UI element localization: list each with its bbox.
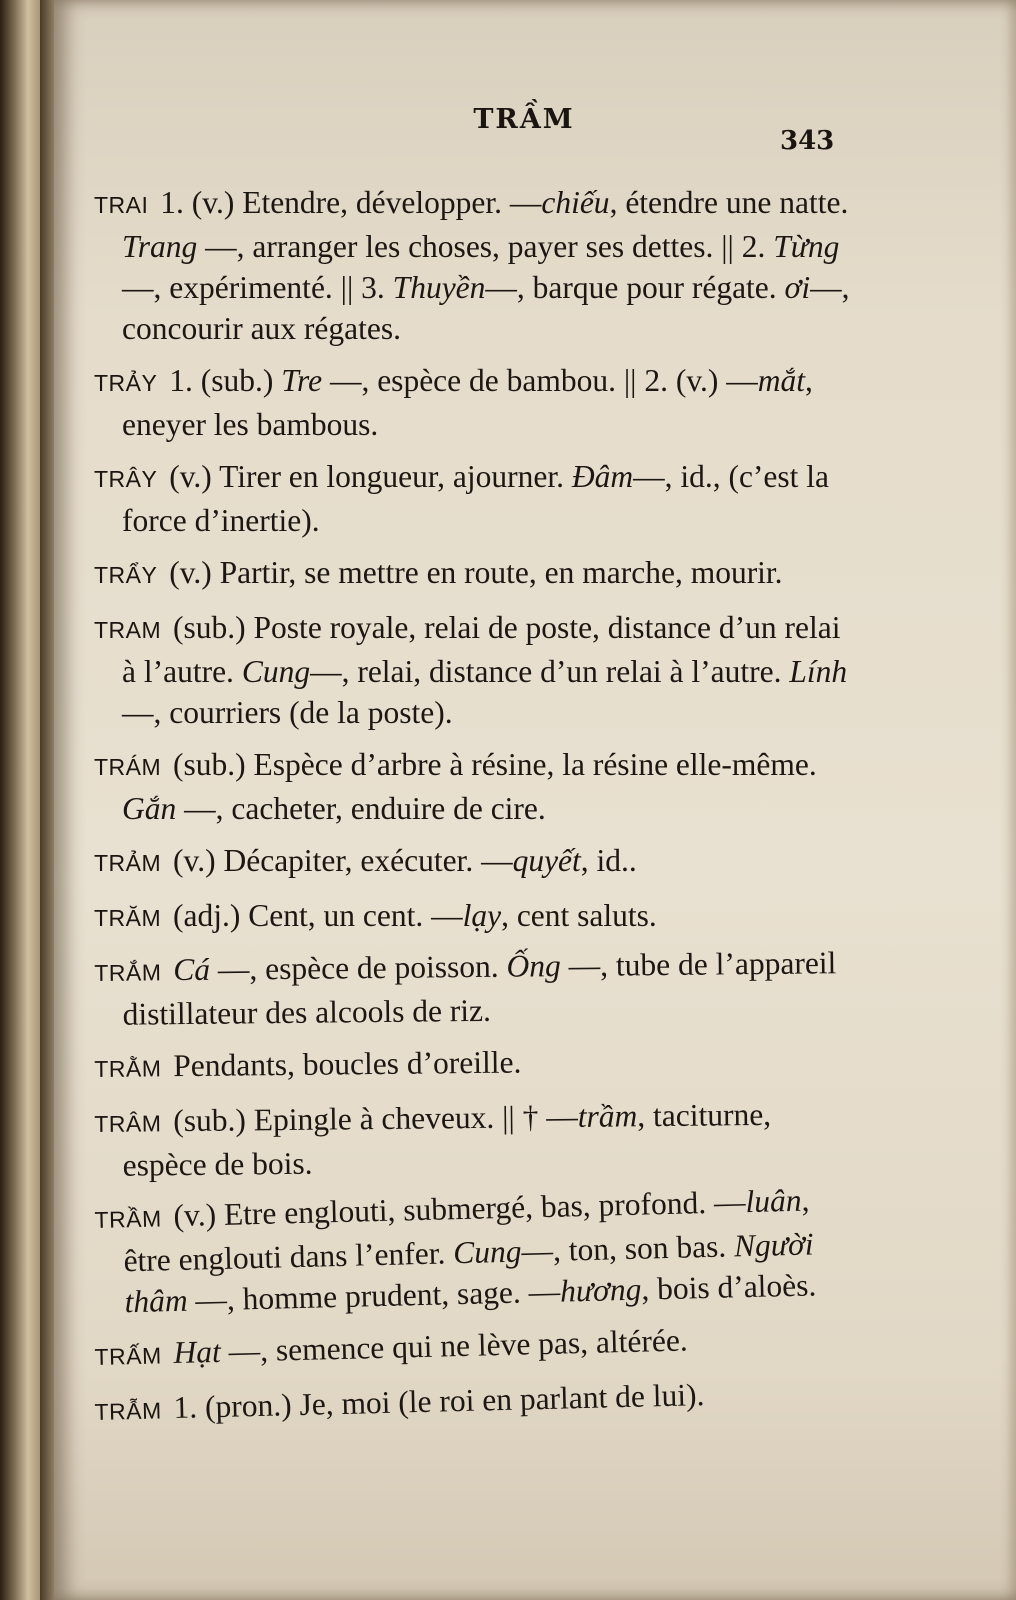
dictionary-entry <box>94 840 854 884</box>
dictionary-entry <box>94 1038 854 1090</box>
entry-headword: TRAI <box>94 192 149 218</box>
entry-italic-term: Hạt <box>173 1333 222 1371</box>
entry-italic-term: hương <box>559 1271 642 1309</box>
entry-headword: TRẢY <box>94 370 158 396</box>
dictionary-page <box>54 0 1016 1600</box>
dictionary-entry <box>94 1315 855 1378</box>
entry-text: —, barque pour régate. <box>485 270 785 305</box>
dictionary-entry <box>94 1178 857 1323</box>
entry-text: (sub.) Espèce d’arbre à résine, la résine elle-même. <box>173 747 817 782</box>
entry-text: , taciturne, espèce de bois. <box>122 1096 772 1183</box>
dictionary-entry <box>94 895 854 939</box>
entry-text: —, cacheter, enduire de cire. <box>176 791 546 826</box>
entry-text: —, espèce de bambou. || 2. (v.) — <box>322 363 758 398</box>
dictionary-entry <box>94 607 854 733</box>
entry-text: —, semence qui ne lève pas, altérée. <box>220 1322 689 1369</box>
entry-text: —, arranger les choses, payer ses dettes. || 2. <box>197 229 774 264</box>
entry-headword: TRẰM <box>94 1055 162 1082</box>
previous-page-edge <box>0 0 40 1600</box>
entry-italic-term: luân <box>745 1182 802 1220</box>
dictionary-entry <box>94 552 854 596</box>
entry-italic-term: Ống <box>506 948 561 984</box>
entry-text: —, expérimenté. || 3. <box>122 270 393 305</box>
entry-italic-term: Người thâm <box>124 1226 814 1320</box>
entry-text: , être englouti dans l’enfer. <box>123 1182 810 1279</box>
entry-italic-term: Gắn <box>122 791 177 826</box>
entry-italic-term: Thuyền <box>392 270 486 305</box>
entry-italic-term: Tre <box>281 363 323 398</box>
entry-headword: TRẤM <box>94 1342 163 1370</box>
entry-text: (v.) Partir, se mettre en route, en marche, mourir. <box>169 555 783 590</box>
entry-text: (sub.) Poste royale, relai de poste, distance d’un relai à l’autre. <box>122 610 841 689</box>
entry-italic-term: lạy <box>462 898 502 933</box>
entry-headword: TRÂY <box>94 466 158 492</box>
entry-italic-term: Cá <box>173 951 211 988</box>
entry-headword: TRẢM <box>94 850 162 876</box>
entry-italic-term: mắt <box>757 363 806 398</box>
dictionary-entry <box>94 744 854 829</box>
entry-text: (sub.) Epingle à cheveux. || † — <box>173 1098 578 1139</box>
entry-italic-term: Cung <box>452 1233 522 1271</box>
entry-text: 1. (sub.) <box>169 363 282 398</box>
dictionary-entry <box>94 942 855 1035</box>
entry-italic-term: quyết <box>512 843 581 878</box>
entry-text: , étendre une natte. <box>609 185 849 220</box>
dictionary-entry <box>94 1093 855 1186</box>
entry-italic-term: chiếu <box>541 185 610 220</box>
entry-italic-term: Cung <box>241 654 311 689</box>
entry-text: (v.) Etre englouti, submergé, bas, profond. — <box>173 1184 746 1234</box>
entry-text: —, relai, distance d’un relai à l’autre. <box>310 654 790 689</box>
entry-text: —, espèce de poisson. <box>209 948 507 987</box>
page-number: 343 <box>780 126 835 156</box>
entry-headword: TRÁM <box>94 754 162 780</box>
entry-italic-term: ơi <box>784 270 811 305</box>
dictionary-entry <box>94 360 854 445</box>
entry-text: Pendants, boucles d’oreille. <box>173 1044 522 1084</box>
entry-headword: TRĂM <box>94 905 162 931</box>
entry-italic-term: Đâm <box>571 459 634 494</box>
entry-headword: TRÂM <box>94 1110 162 1137</box>
dictionary-entry <box>94 456 854 541</box>
entry-text: —, courriers (de la poste). <box>122 695 453 730</box>
entry-text: —, id., (c’est la force d’inertie). <box>122 459 830 538</box>
entry-headword: TRẪM <box>94 1397 163 1425</box>
entry-text: —, concourir aux régates. <box>122 270 850 346</box>
entry-text: —, homme prudent, sage. — <box>187 1273 561 1318</box>
entry-text: —, tube de l’appareil distillateur des alcools de riz. <box>122 945 837 1032</box>
entry-headword: TRẨY <box>94 562 158 588</box>
entry-headword: TRẮM <box>94 959 162 986</box>
entry-text: 1. (pron.) Je, moi (le roi en parlant de lui). <box>173 1377 705 1426</box>
entry-text: (adj.) Cent, un cent. — <box>173 898 463 933</box>
entry-headword: TRAM <box>94 617 162 643</box>
entry-italic-term: trầm <box>577 1098 638 1134</box>
entry-text: 1. (v.) Etendre, développer. — <box>160 185 542 220</box>
dictionary-entry <box>94 1370 855 1433</box>
entries-list <box>94 182 854 1444</box>
entry-italic-term: Lính <box>789 654 848 689</box>
running-head: TRẦM <box>473 104 575 135</box>
entry-italic-term: Từng <box>773 229 840 264</box>
entry-text: (v.) Tirer en longueur, ajourner. <box>169 459 572 494</box>
book-gutter <box>40 0 54 1600</box>
entry-text: (v.) Décapiter, exécuter. — <box>173 843 513 878</box>
entry-italic-term: Trang <box>122 229 198 264</box>
dictionary-entry <box>94 182 854 349</box>
entry-text: , cent saluts. <box>501 898 657 933</box>
entry-text: , eneyer les bambous. <box>122 363 813 442</box>
entry-text: , bois d’aloès. <box>640 1267 817 1307</box>
entry-text: , id.. <box>580 843 637 878</box>
entry-text: —, ton, son bas. <box>521 1228 735 1269</box>
entry-headword: TRẦM <box>94 1205 163 1233</box>
